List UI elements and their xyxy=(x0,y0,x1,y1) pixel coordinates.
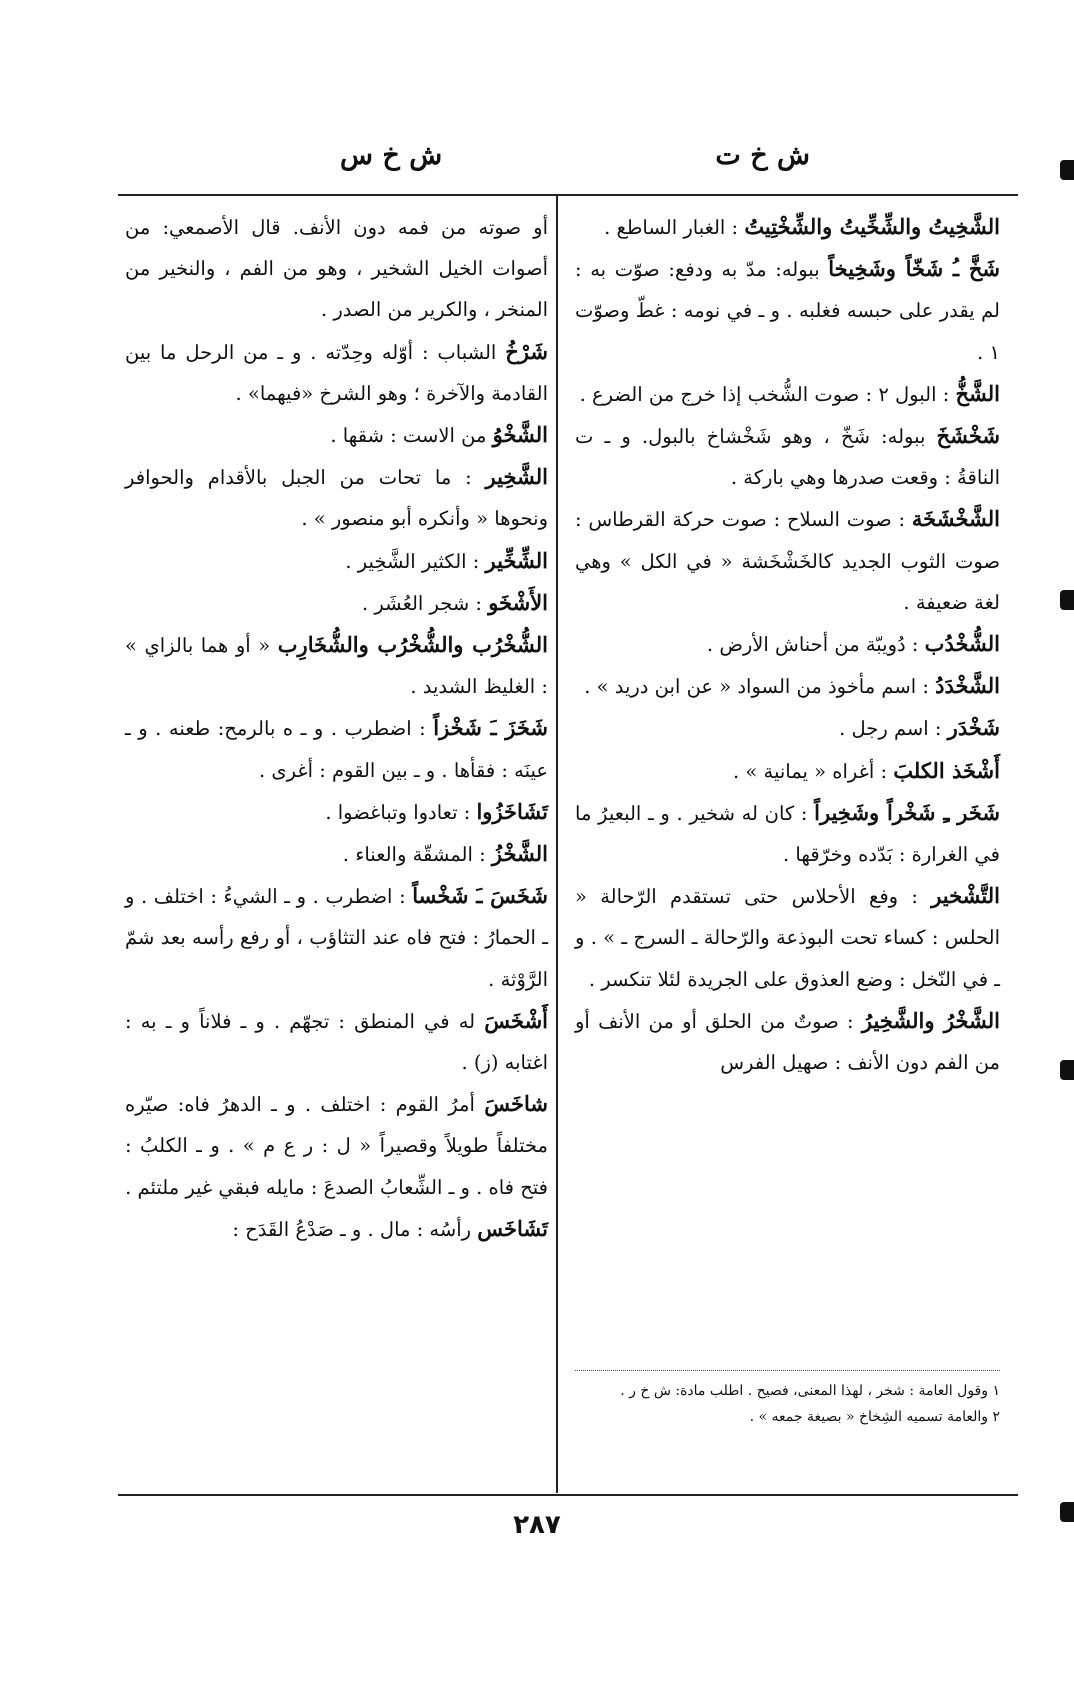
dictionary-entry xyxy=(575,875,1000,1000)
definition: : المشقّة والعناء . xyxy=(342,843,492,867)
left-column-header: ش خ س xyxy=(340,140,443,171)
edge-mark-icon xyxy=(1060,160,1074,180)
headword: شَخْدَر xyxy=(947,715,1000,741)
right-column-header: ش خ ت xyxy=(715,140,810,171)
definition: أمرُ القوم : اختلف . و ـ الدهرُ فاه: صيّره مختلفاً طويلاً وقصيراً « ل : ر ع م » . و ـ الكلبُ : فتح فاه . و ـ الشِّعابُ الصدعَ : مايله فبقي غير ملتئم . xyxy=(125,1093,548,1199)
headword: الشَّخِيتُ والشِّخِّيتُ والشِّخْتِيتُ xyxy=(744,214,1000,239)
headword: الشَّخْزُ xyxy=(491,841,548,867)
definition: : الغبار الساطع . xyxy=(604,216,745,239)
dictionary-entry xyxy=(125,707,548,790)
page-headers xyxy=(130,140,1020,190)
headword: شَخْشَخَ xyxy=(936,423,1000,449)
definition: من الاست : شقها . xyxy=(330,424,493,448)
dictionary-entry xyxy=(575,1000,1000,1083)
dictionary-entry xyxy=(125,1208,548,1250)
definition: الشباب : أوّله وحِدّته . و ـ من الرحل ما بين القادمة والآخرة ؛ وهو الشرخ «فيهما» . xyxy=(125,340,548,405)
headword: شَرْخُ xyxy=(505,338,548,364)
definition: : اضطرب . و ـ ه بالرمح: طعنه . و ـ عينَه : فقأها . و ـ بين القوم : أغرى . xyxy=(125,717,548,782)
definition: : الكثير الشَّخِير . xyxy=(345,549,486,573)
dictionary-entry xyxy=(575,248,1000,373)
headword: شَخَزَ ـَ شَخْزاً xyxy=(433,715,548,741)
headword: الشُّخْدُب xyxy=(924,631,1000,657)
footnote: ١ وقول العامة : شخر ، لهذا المعنى، فصيح . اطلب مادة: ش خ ر . xyxy=(620,1383,1000,1399)
headword: الشُّخْرُب والشُّخْرُب والشُّخَارِب xyxy=(277,632,549,658)
definition: : دُويبّة من أحناش الأرض . xyxy=(706,633,925,657)
definition: : البول ٢ : صوت الشُّخب إذا خرج من الضرع . xyxy=(579,382,956,406)
definition: : كان له شخير . و ـ البعيرُ ما في الغرارة : بَدّده وخرّقها . xyxy=(575,801,1000,867)
footnote-separator xyxy=(575,1370,1000,1371)
headword: الأَشْخَو xyxy=(488,589,548,615)
headword: أَشْخَذ الكلبَ xyxy=(893,757,1000,783)
definition: : أغراه « يمانية » . xyxy=(733,759,894,783)
definition: ببوله: شَخّ ، وهو شَخْشاخ بالبول. و ـ ت الناقةُ : وقعت صدرها وهي باركة . xyxy=(575,425,1000,490)
definition: « أو هما بالزاي » : الغليظ الشديد . xyxy=(125,634,548,699)
headword: شَخَر ـِ شَخْراً وشَخِيراً xyxy=(814,799,1000,825)
definition: : ما تحات من الجبل بالأقدام والحوافر ونحوها « وأنكره أبو منصور » . xyxy=(125,466,548,531)
dictionary-entry xyxy=(575,665,1000,707)
right-column xyxy=(575,206,1000,1083)
dictionary-entry xyxy=(575,373,1000,415)
top-rule xyxy=(118,194,1018,196)
definition: : صوتٌ من الحلق أو من الأنف أو من الفم دون الأنف : صهيل الفرس xyxy=(575,1009,1000,1075)
footnote: ٢ والعامة تسميه الشِخاخ « بصيغة جمعه » . xyxy=(749,1409,1000,1425)
dictionary-entry xyxy=(575,750,1000,792)
definition: : اضطرب . و ـ الشيءُ : اختلف . و ـ الحمارُ : فتح فاه عند التثاؤب ، أو رفع رأسه بعد شمّ الرَّوْثة . xyxy=(125,885,548,991)
headword: الشِّخِّير xyxy=(485,547,548,573)
definition: : تعادوا وتباغضوا . xyxy=(325,800,477,824)
dictionary-entry xyxy=(575,206,1000,248)
dictionary-entry xyxy=(125,331,548,414)
dictionary-entry xyxy=(575,415,1000,498)
edge-mark-icon xyxy=(1060,590,1074,610)
headword: شَخَّ ـُ شَخّاً وشَخِيخاً xyxy=(828,256,1000,282)
left-column xyxy=(125,206,548,1250)
edge-mark-icon xyxy=(1060,1502,1074,1522)
headword: الشَّخِير xyxy=(485,464,548,490)
definition: أو صوته من فمه دون الأنف. قال الأصمعي: من أصوات الخيل الشخير ، وهو من الفم ، والنخير من المنخر ، والكرير من الصدر . xyxy=(125,216,548,322)
dictionary-entry xyxy=(575,623,1000,665)
dictionary-entry xyxy=(125,582,548,624)
dictionary-entry xyxy=(575,707,1000,749)
dictionary-entry xyxy=(125,833,548,875)
definition: ببوله: مدّ به ودفع: صوّت به : لم يقدر على حبسه فغلبه . و ـ في نومه : غطّ وصوّت ١ . xyxy=(575,258,1000,364)
dictionary-entry xyxy=(125,540,548,582)
headword: الشَّخْشَخَة xyxy=(911,506,1000,532)
dictionary-entry xyxy=(575,792,1000,875)
headword: الشَّخْوُ xyxy=(492,422,548,448)
definition: : اسم مأخوذ من السواد « عن ابن دريد » . xyxy=(584,675,936,699)
dictionary-entry xyxy=(125,875,548,1000)
headword: أَشْخَسَ xyxy=(484,1007,548,1033)
headword: الشَّخْدَدُ xyxy=(935,673,1000,699)
definition: : شجر العُشَر . xyxy=(362,591,489,615)
dictionary-entry xyxy=(125,206,548,331)
dictionary-entry xyxy=(125,1000,548,1083)
headword: شَخَسَ ـَ شَخْساً xyxy=(412,883,548,909)
dictionary-entry xyxy=(125,414,548,456)
headword: تَشَاخَس xyxy=(477,1215,548,1241)
bottom-rule xyxy=(118,1494,1018,1496)
dictionary-entry xyxy=(125,791,548,833)
headword: الشَّخْرُ والشَّخِيرُ xyxy=(861,1007,1000,1033)
headword: الشَّخُّ xyxy=(955,380,1000,406)
dictionary-entry xyxy=(125,456,548,539)
column-divider xyxy=(556,196,558,1493)
dictionary-entry xyxy=(125,1083,548,1208)
headword: شاخَسَ xyxy=(484,1091,548,1117)
definition: : وفع الأحلاس حتى تستقدم الرّحالة « الحلس : كساء تحت البوذعة والرّحالة ـ السرج ـ » . و ـ في النّخل : وضع العذوق على الجريدة لئلا تنكسر . xyxy=(575,885,1000,991)
dictionary-entry xyxy=(125,624,548,707)
footnotes xyxy=(575,1378,1000,1430)
definition: : صوت السلاح : صوت حركة القرطاس : صوت الثوب الجديد كالخَشْخَشة « في الكل » وهي لغة ضعيفة . xyxy=(575,508,1000,614)
page-number: ٢٨٧ xyxy=(513,1510,561,1540)
edge-mark-icon xyxy=(1060,1060,1074,1080)
definition: رأسُه : مال . و ـ صَدْعُ القَدَح : xyxy=(232,1217,478,1241)
dictionary-entry xyxy=(575,498,1000,623)
headword: التَّشْخير xyxy=(931,883,1000,909)
definition: : اسم رجل . xyxy=(839,717,948,741)
headword: تَشَاخَزُوا xyxy=(476,798,548,824)
definition: له في المنطق : تجهّم . و ـ فلاناً و ـ به : اغتابه (ز) . xyxy=(125,1009,548,1075)
